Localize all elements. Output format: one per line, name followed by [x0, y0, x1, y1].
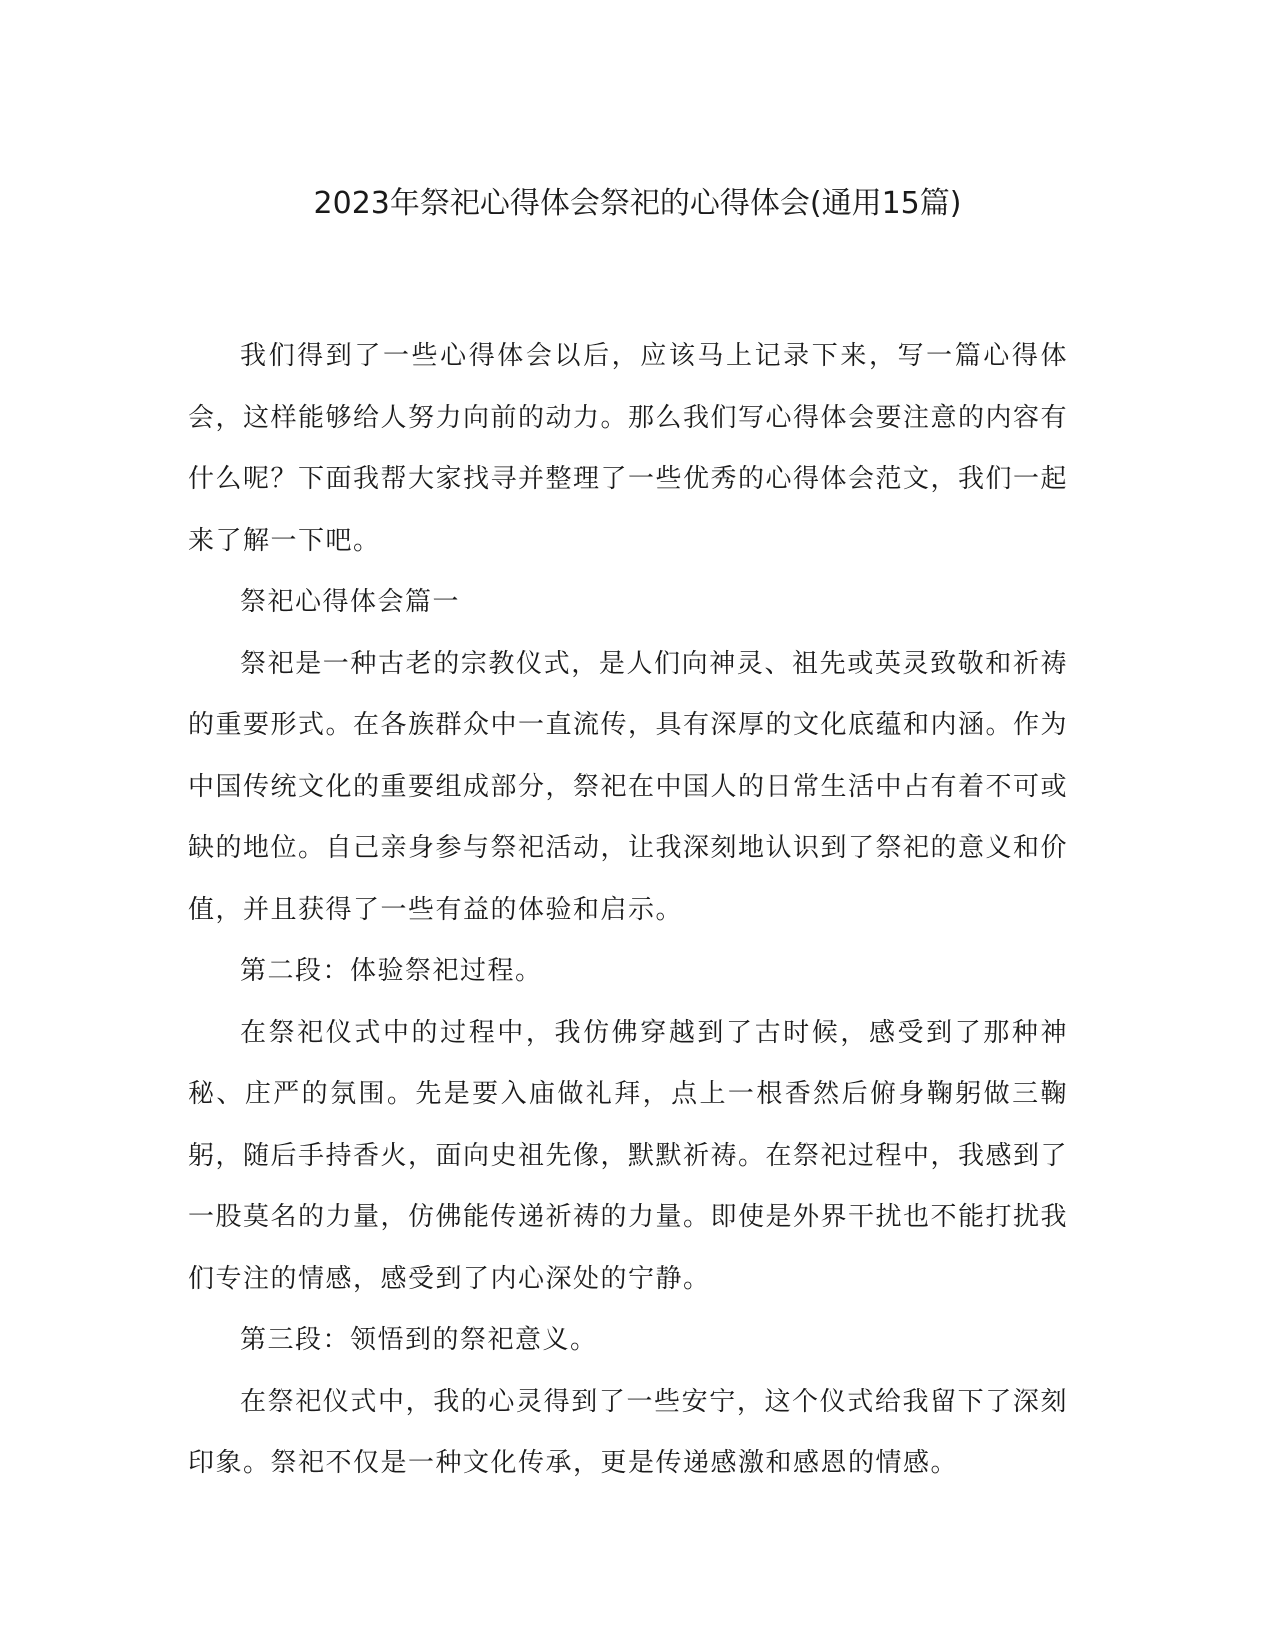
- intro-paragraph: 我们得到了一些心得体会以后，应该马上记录下来，写一篇心得体会，这样能够给人努力向前的动力。那么我们写心得体会要注意的内容有什么呢？下面我帮大家找寻并整理了一些优秀的心得体会范文，我们一起来了解一下吧。: [188, 341, 1069, 556]
- section-heading-1: 祭祀心得体会篇一: [240, 587, 461, 617]
- body-paragraph: 在祭祀仪式中的过程中，我仿佛穿越到了古时候，感受到了那种神秘、庄严的氛围。先是要入庙做礼拜，点上一根香然后俯身鞠躬做三鞠躬，随后手持香火，面向史祖先像，默默祈祷。在祭祀过程中，我感到了一股莫名的力量，仿佛能传递祈祷的力量。即使是外界干扰也不能打扰我们专注的情感，感受到了内心深处的宁静。: [188, 1017, 1069, 1294]
- section-heading-3: 第三段：领悟到的祭祀意义。: [240, 1325, 598, 1355]
- body-paragraph: 在祭祀仪式中，我的心灵得到了一些安宁，这个仪式给我留下了深刻印象。祭祀不仅是一种文化传承，更是传递感激和感恩的情感。: [188, 1386, 1068, 1478]
- document-title: 2023年祭祀心得体会祭祀的心得体会(通用15篇): [313, 186, 962, 221]
- document-body: [188, 326, 1068, 1495]
- section-heading-2: 第二段：体验祭祀过程。: [240, 956, 543, 986]
- body-paragraph: 祭祀是一种古老的宗教仪式，是人们向神灵、祖先或英灵致敬和祈祷的重要形式。在各族群众中一直流传，具有深厚的文化底蕴和内涵。作为中国传统文化的重要组成部分，祭祀在中国人的日常生活中占有着不可或缺的地位。自己亲身参与祭祀活动，让我深刻地认识到了祭祀的意义和价值，并且获得了一些有益的体验和启示。: [188, 648, 1069, 925]
